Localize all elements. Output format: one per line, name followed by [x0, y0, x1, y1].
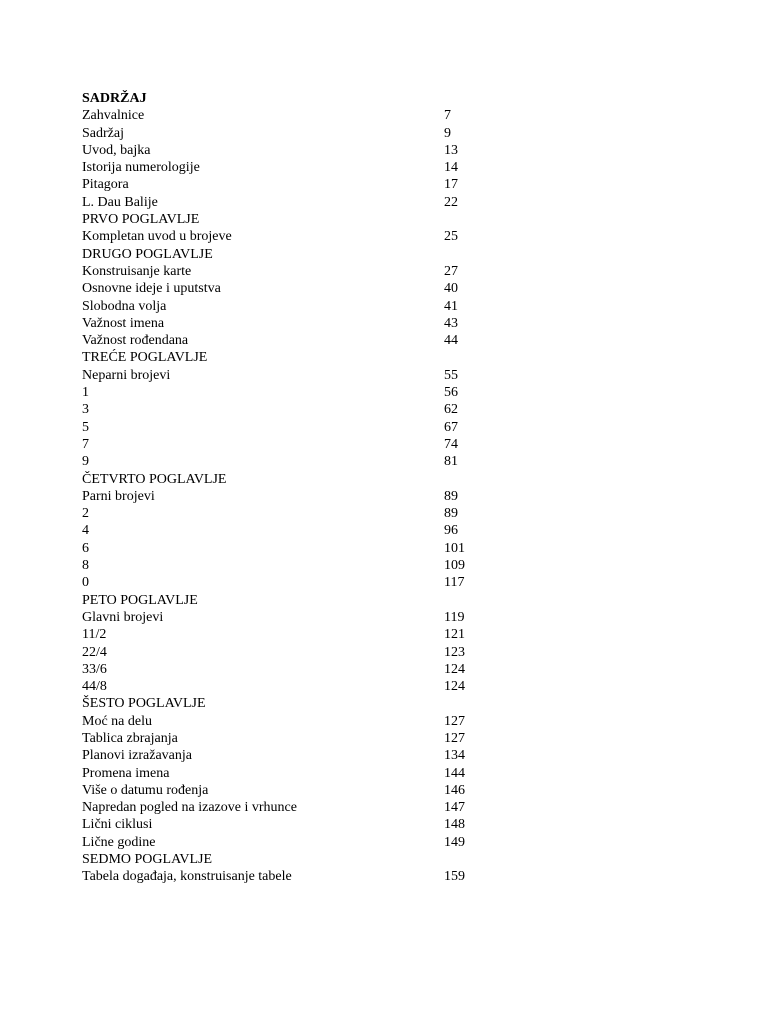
toc-entry-label: Tabela događaja, konstruisanje tabele [82, 869, 292, 885]
toc-entry [82, 107, 502, 124]
toc-entry-label: 3 [82, 402, 89, 418]
toc-entry-label: Više o datumu rođenja [82, 782, 209, 798]
toc-entry [82, 505, 502, 522]
toc-entry-label: Promena imena [82, 765, 170, 781]
toc-chapter-heading [82, 471, 502, 488]
toc-entry-label: 8 [82, 558, 89, 574]
toc-entry-page-number: 119 [444, 609, 465, 625]
toc-entry-label: Zahvalnice [82, 108, 145, 124]
toc-entry [82, 488, 502, 505]
toc-entry-page-number: 74 [444, 436, 458, 452]
toc-entry-label: ČETVRTO POGLAVLJE [82, 471, 227, 487]
toc-entry [82, 557, 502, 574]
toc-entry-page-number: 89 [444, 506, 458, 522]
toc-entry-page-number: 44 [444, 333, 458, 349]
toc-entry-page-number: 127 [444, 713, 465, 729]
toc-entry-label: 6 [82, 540, 89, 556]
toc-entry-label: DRUGO POGLAVLJE [82, 246, 213, 262]
toc-entry-label: TREĆE POGLAVLJE [82, 350, 208, 366]
toc-entry-page-number: 124 [444, 679, 465, 695]
toc-entry-page-number: 62 [444, 402, 458, 418]
toc-entry-page-number: 148 [444, 817, 465, 833]
toc-entry [82, 522, 502, 539]
toc-entry-label: Sadržaj [82, 125, 124, 141]
toc-entry-label: PRVO POGLAVLJE [82, 212, 200, 228]
toc-entry [82, 540, 502, 557]
toc-entry [82, 782, 502, 799]
toc-entry-label: 0 [82, 575, 89, 591]
toc-entry [82, 298, 502, 315]
toc-entry [82, 765, 502, 782]
toc-entry [82, 644, 502, 661]
toc-entry-label: PETO POGLAVLJE [82, 592, 198, 608]
toc-entry [82, 384, 502, 401]
toc-entry-page-number: 134 [444, 748, 465, 764]
toc-entry-page-number: 27 [444, 263, 458, 279]
toc-entry-page-number: 56 [444, 385, 458, 401]
toc-entry [82, 661, 502, 678]
toc-entry-page-number: 101 [444, 540, 465, 556]
toc-entry-label: L. Dau Balije [82, 194, 158, 210]
toc-entry-label: 11/2 [82, 627, 107, 643]
toc-entry [82, 194, 502, 211]
toc-entry-label: 4 [82, 523, 89, 539]
toc-entries [82, 107, 502, 885]
toc-entry-page-number: 55 [444, 367, 458, 383]
toc-entry-label: Važnost imena [82, 315, 165, 331]
toc-entry-page-number: 123 [444, 644, 465, 660]
toc-entry [82, 263, 502, 280]
toc-entry [82, 142, 502, 159]
toc-entry-page-number: 14 [444, 160, 458, 176]
toc-entry-page-number: 149 [444, 834, 465, 850]
toc-entry-label: Planovi izražavanja [82, 748, 193, 764]
toc-entry-label: Istorija numerologije [82, 160, 200, 176]
toc-entry-label: ŠESTO POGLAVLJE [82, 696, 206, 712]
toc-entry-page-number: 9 [444, 125, 451, 141]
toc-entry-page-number: 117 [444, 575, 465, 591]
toc-entry-label: 7 [82, 436, 89, 452]
toc-entry-label: 2 [82, 506, 89, 522]
toc-entry-label: 22/4 [82, 644, 107, 660]
toc-entry [82, 401, 502, 418]
toc-chapter-heading [82, 695, 502, 712]
toc-entry-label: SEDMO POGLAVLJE [82, 852, 213, 868]
toc-entry [82, 419, 502, 436]
toc-chapter-heading [82, 349, 502, 366]
toc-entry [82, 626, 502, 643]
toc-entry [82, 799, 502, 816]
toc-entry-page-number: 81 [444, 454, 458, 470]
toc-entry-label: Moć na delu [82, 713, 152, 729]
toc-chapter-heading [82, 211, 502, 228]
toc-entry-label: Uvod, bajka [82, 142, 151, 158]
toc-entry-label: Tablica zbrajanja [82, 730, 178, 746]
toc-entry [82, 159, 502, 176]
toc-entry-page-number: 41 [444, 298, 458, 314]
toc-entry-page-number: 17 [444, 177, 458, 193]
toc-entry-label: Neparni brojevi [82, 367, 171, 383]
toc-entry-page-number: 40 [444, 281, 458, 297]
toc-entry-page-number: 159 [444, 869, 465, 885]
toc-entry-page-number: 25 [444, 229, 458, 245]
toc-entry-page-number: 43 [444, 315, 458, 331]
toc-entry [82, 176, 502, 193]
toc-entry-page-number: 127 [444, 730, 465, 746]
toc-entry-label: 5 [82, 419, 89, 435]
table-of-contents [82, 90, 502, 886]
toc-entry-page-number: 146 [444, 782, 465, 798]
toc-entry-label: Pitagora [82, 177, 129, 193]
toc-entry [82, 834, 502, 851]
toc-entry-page-number: 96 [444, 523, 458, 539]
toc-entry [82, 574, 502, 591]
toc-entry-page-number: 124 [444, 661, 465, 677]
toc-entry-label: Važnost rođendana [82, 333, 189, 349]
toc-entry-label: Osnovne ideje i uputstva [82, 281, 221, 297]
toc-entry-page-number: 89 [444, 488, 458, 504]
toc-entry-label: Kompletan uvod u brojeve [82, 229, 232, 245]
toc-entry-page-number: 22 [444, 194, 458, 210]
toc-entry [82, 332, 502, 349]
toc-entry [82, 609, 502, 626]
toc-entry-label: 33/6 [82, 661, 107, 677]
toc-entry-label: Parni brojevi [82, 488, 155, 504]
toc-chapter-heading [82, 851, 502, 868]
toc-entry-page-number: 13 [444, 142, 458, 158]
toc-entry-label: Lične godine [82, 834, 156, 850]
toc-entry-label: 44/8 [82, 679, 107, 695]
toc-entry [82, 436, 502, 453]
toc-entry [82, 125, 502, 142]
toc-entry [82, 730, 502, 747]
toc-entry-page-number: 147 [444, 800, 465, 816]
toc-entry-page-number: 109 [444, 558, 465, 574]
toc-entry [82, 678, 502, 695]
toc-entry-page-number: 67 [444, 419, 458, 435]
toc-entry [82, 816, 502, 833]
toc-title: SADRŽAJ [82, 91, 147, 106]
toc-entry [82, 713, 502, 730]
toc-chapter-heading [82, 592, 502, 609]
toc-entry-page-number: 144 [444, 765, 465, 781]
toc-entry-label: 9 [82, 454, 89, 470]
toc-entry [82, 868, 502, 885]
toc-entry [82, 747, 502, 764]
toc-entry-page-number: 7 [444, 108, 451, 124]
toc-entry [82, 280, 502, 297]
toc-entry-label: Konstruisanje karte [82, 263, 192, 279]
toc-entry-label: 1 [82, 385, 89, 401]
toc-entry-label: Napredan pogled na izazove i vrhunce [82, 800, 297, 816]
toc-entry [82, 315, 502, 332]
toc-entry [82, 228, 502, 245]
toc-entry-label: Lični ciklusi [82, 817, 153, 833]
toc-chapter-heading [82, 246, 502, 263]
toc-entry [82, 367, 502, 384]
toc-entry-label: Slobodna volja [82, 298, 167, 314]
toc-entry [82, 453, 502, 470]
toc-entry-page-number: 121 [444, 627, 465, 643]
toc-entry-label: Glavni brojevi [82, 609, 164, 625]
